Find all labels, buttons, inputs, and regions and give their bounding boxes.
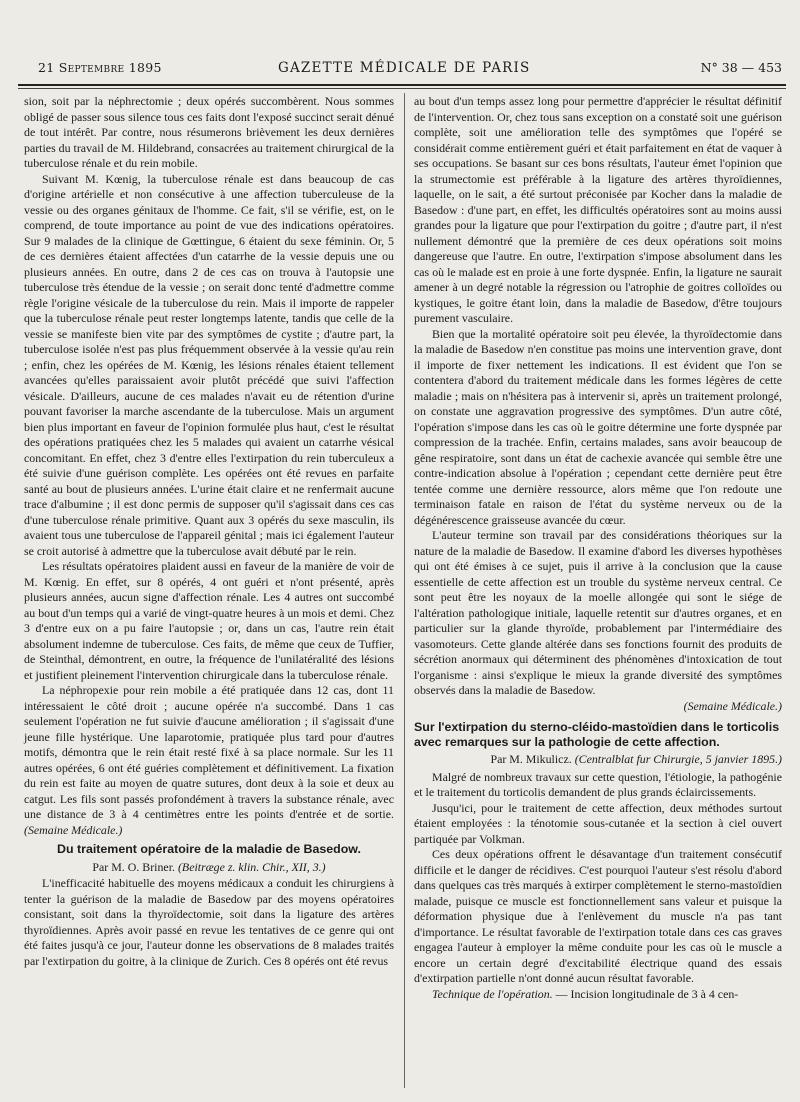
paragraph <box>24 683 394 838</box>
author: Par M. O. Briner. <box>92 859 175 874</box>
article-title: Du traitement opératoire de la maladie de Basedow. <box>57 842 361 856</box>
paragraph: L'inefficacité habituelle des moyens médicaux a conduit les chirurgiens à tenter la guérison de la maladie de Basedow par des moyens opératoires consistant, soit dans la thyroïdectomie, soit dans la ligature des artères thyroïdiennes. Après avoir passé en revue les tentatives de ce genre qui ont été faites jusqu'à ce jour, l'auteur donne les observations de 8 malades traités par l'extirpation du goitre, à la clinique de Zurich. Ces 8 opérés ont été revus <box>24 876 394 968</box>
author: Par M. Mikulicz. <box>490 752 572 766</box>
paragraph: au bout d'un temps assez long pour permettre d'apprécier le résultat définitif de l'intervention. Or, chez tous sans exception on a constaté soit une guérison complète, soit une amélioration telle des symptômes que l'opéré se considérait comme entièrement guéri et était parfaitement en état de vaquer à ses occupations. Se basant sur ces bons résultats, l'auteur émet l'opinion que la strumectomie est préférable à la ligature des artères thyroïdiennes, laquelle, on le sait, a été surtout préconisée par Kocher dans la maladie de Basedow : d'une part, en effet, les difficultés opératoires sont au moins aussi grandes pour la ligature que pour l'extirpation du goitre ; d'autre part, il n'est nullement démontré que la première de ces deux opérations soit moins dangereuse que l'autre. En outre, l'extirpation s'impose absolument dans les cas où le malade est en proie à une forte dyspnée. Enfin, la ligature ne saurait amener à un degré notable la régression ou l'atrophie de goitres colloïdes ou kystiques, le goitre étant loin, dans la maladie de Basedow, d'être toujours purement vasculaire. <box>414 94 782 325</box>
paragraph: Malgré de nombreux travaux sur cette question, l'étiologie, la pathogénie et le traitement du torticolis demandent de plus grands éclaircissements. <box>414 769 782 799</box>
column-divider <box>404 93 405 1088</box>
subsection-lead: Technique de l'opération. <box>432 986 553 1001</box>
header-rule <box>18 84 786 86</box>
article-title: Sur l'extirpation du sterno-cléido-mastoïdien dans le torticolis avec remarques sur la pathologie de cette affection. <box>414 720 780 749</box>
paragraph-text: — Incision longitudinale de 3 à 4 cen- <box>552 986 739 1001</box>
article-byline <box>414 752 782 768</box>
left-column <box>24 94 394 969</box>
header-title: GAZETTE MÉDICALE DE PARIS <box>278 60 531 76</box>
paragraph: Bien que la mortalité opératoire soit peu élevée, la thyroïdectomie dans la maladie de Basedow n'en constitue pas moins une intervention grave, dont il importe de fixer nettement les indications. Il est évident que l'on se contentera d'abord du traitement médicale dans les formes légères de cette maladie ; mais on n'hésitera pas à intervenir si, après un traitement prolongé, on constate une aggravation progressive des symptômes. D'un autre côté, l'opération s'impose dans les cas où le goitre détermine une forte dyspnée par compression de la trachée. Enfin, certains malades, sans avoir beaucoup de gêne respiratoire, sont dans un état de cachexie avancée qui semble être une contre-indication absolue à l'opération ; cependant cette dernière peut être tentée comme une dernière ressource, alors même que l'on redoute une terminaison fatale en raison de l'état du système nerveux ou de la dégénérescence graisseuse avancée du cœur. <box>414 326 782 527</box>
paragraph: L'auteur termine son travail par des considérations théoriques sur la nature de la maladie de Basedow. Il examine d'abord les diverses hypothèses qui ont été émises à ce sujet, puis il arrive à la conclusion que la cause essentielle de cette affection est un trouble du système nerveux central. Ce sont peut être les noyaux de la moelle allongée qui sont le siége de l'altération pathologique initiale, laquelle retentit sur d'autres organes, et en particulier sur la glande thyroïde, probablement par l'intermédiaire des vasomoteurs. Cette glande altérée dans ses fonctions fournit des produits de sécrétion anormaux qui déterminent des phénomènes d'intoxication de tout l'organisme : ainsi s'explique le mieux la grande diversité des symptômes observés dans la maladie de Basedow. <box>414 528 782 697</box>
source-citation: (Semaine Médicale.) <box>683 698 782 713</box>
article-byline <box>24 860 394 876</box>
source-citation: (Semaine Médicale.) <box>24 822 123 837</box>
header-rule-thin <box>18 88 786 89</box>
paragraph: Jusqu'ici, pour le traitement de cette affection, deux méthodes surtout étaient employées : la ténotomie sous-cutanée et la section à ciel ouvert partiquée par Volkman. <box>414 800 782 846</box>
paragraph: Ces deux opérations offrent le désavantage d'un traitement consécutif difficile et le danger de récidives. C'est pourquoi l'auteur s'est résolu d'abord dans quelques cas très marqués à extirper complètement le sterno-mastoïdien malade, puisque ce muscle est fonctionnellement sans valeur et puisque la déformation physique due à l'enlèvement du muscle n'a pas tant d'importance. Le résultat favorable de l'extirpation totale dans ces cas graves engagea l'auteur à employer la même conduite pour les cas où le muscle a encore un certain degré d'excitabilité électrique quand des essais d'extirpation partielle n'ont donné aucun résultat favorable. <box>414 847 782 985</box>
paragraph <box>414 987 782 1003</box>
paragraph: Suivant M. Kœnig, la tuberculose rénale est dans beaucoup de cas d'origine artérielle et non consécutive à une affection tuberculeuse de la vessie ou des organes génitaux de l'homme. Ce fait, s'il se vérifie, est, on le comprend, de toute importance au point de vue des indications opératoires. Sur 9 malades de la clinique de Gœttingue, 6 étaient du sexe féminin. Or, 5 de ces dernières étaient affectées d'un catarrhe de la vessie depuis une ou plusieurs années. En outre, dans 2 de ces cas on trouva à l'autopsie une tuberculose très étendue de la vessie ; on serait donc tenté d'admettre comme règle l'origine vésicale de la tuberculose du rein. Mais il importe de rappeler que la tuberculose rénale peut rester longtemps latente, tandis que celle de la vessie se manifeste bien vite par des symptômes de cystite ; d'autre part, la tuberculose isolée n'est pas plus fréquemment observée à la vessie qu'au rein ; enfin, chez les opérées de M. Kœnig, les lésions rénales étaient tellement avancées qu'elles paraissaient avoir plutôt précédé que suivi l'affection vésicale. D'ailleurs, aucune de ces malades n'avait eu de rétention d'urine pouvant favoriser la marche ascendante de la tuberculose. Mais un argument bien plus important en faveur de l'opinion formulée plus haut, c'est le résultat des opérations pratiquées chez les 5 malades qui avaient un catarrhe vésical concomitant. En effet, chez 3 d'entre elles l'extirpation du rein tuberculeux a été suivie d'une guérison complète. Les opérées ont été revues en parfaite santé au bout de plusieurs années. L'urine était claire et ne renfermait aucune trace d'albumine ; il est donc permis de supposer qu'il s'agissait dans ces cas d'une tuberculose rénale primitive. Quant aux 3 opérés du sexe masculin, ils avaient tous une tuberculose de l'appareil génital ; mais ici également l'auteur se croit autorisé à admettre que la tuberculose avait débuté par le rein. <box>24 171 394 558</box>
paragraph: sion, soit par la néphrectomie ; deux opérés succombèrent. Nous sommes obligé de passer sous silence tous ces faits dont l'exposé succinct serait dénué de tout intérêt. Par contre, nous résumerons brièvement les deux dernières parties du travail de M. Hildebrand, consacrées au traitement chirurgical de la tuberculose rénale et du rein mobile. <box>24 94 394 170</box>
header-page-number: N° 38 — 453 <box>700 60 782 75</box>
page-header <box>38 60 782 80</box>
header-date: 21 Septembre 1895 <box>38 60 162 75</box>
right-column <box>414 94 782 1002</box>
article-reference: (Beitræge z. klin. Chir., XII, 3.) <box>177 859 326 874</box>
paragraph-text: La néphropexie pour rein mobile a été pratiquée dans 12 cas, dont 11 intéressaient le côté droit ; aucune opérée n'a succombé. Dans 1 cas seulement l'opération ne fut suivie d'aucune amélioration ; il s'agissait d'une jeune fille hystérique. Une laparotomie, pratiquée plus tard pour d'autres motifs, démontra que le rein était resté fixé à sa place normale. Sur les 11 autres opérées, 6 ont été guéries complètement et définitivement. La fixation du rein est faite au moyen de quatre sutures, dont deux à la soie et deux au catgut. Les fils sont passés profondément à travers la substance rénale, avec une distance de 3 à 4 centimètres entre les points d'entrée et de sortie. <box>24 683 394 821</box>
paragraph: Les résultats opératoires plaident aussi en faveur de la manière de voir de M. Kœnig. En effet, sur 8 opérés, 4 ont guéri et n'ont présenté, après plusieurs années, aucun signe d'affection rénale. Les 4 autres ont succombé au bout d'un temps qui a varié de vingt-quatre heures à un mois et demi. Chez 3 d'entre eux on a pu faire l'autopsie ; or, dans un cas, l'autre rein était absolument indemne de tuberculose. Ces faits, de même que ceux de Tuffier, de Steinthal, démontrent, en outre, la fréquence de l'unilatéralité des lésions et justifient pleinement l'intervention chirurgicale dans la tuberculose rénale. <box>24 559 394 682</box>
article-reference: (Centralblat fur Chirurgie, 5 janvier 1895.) <box>574 752 782 766</box>
